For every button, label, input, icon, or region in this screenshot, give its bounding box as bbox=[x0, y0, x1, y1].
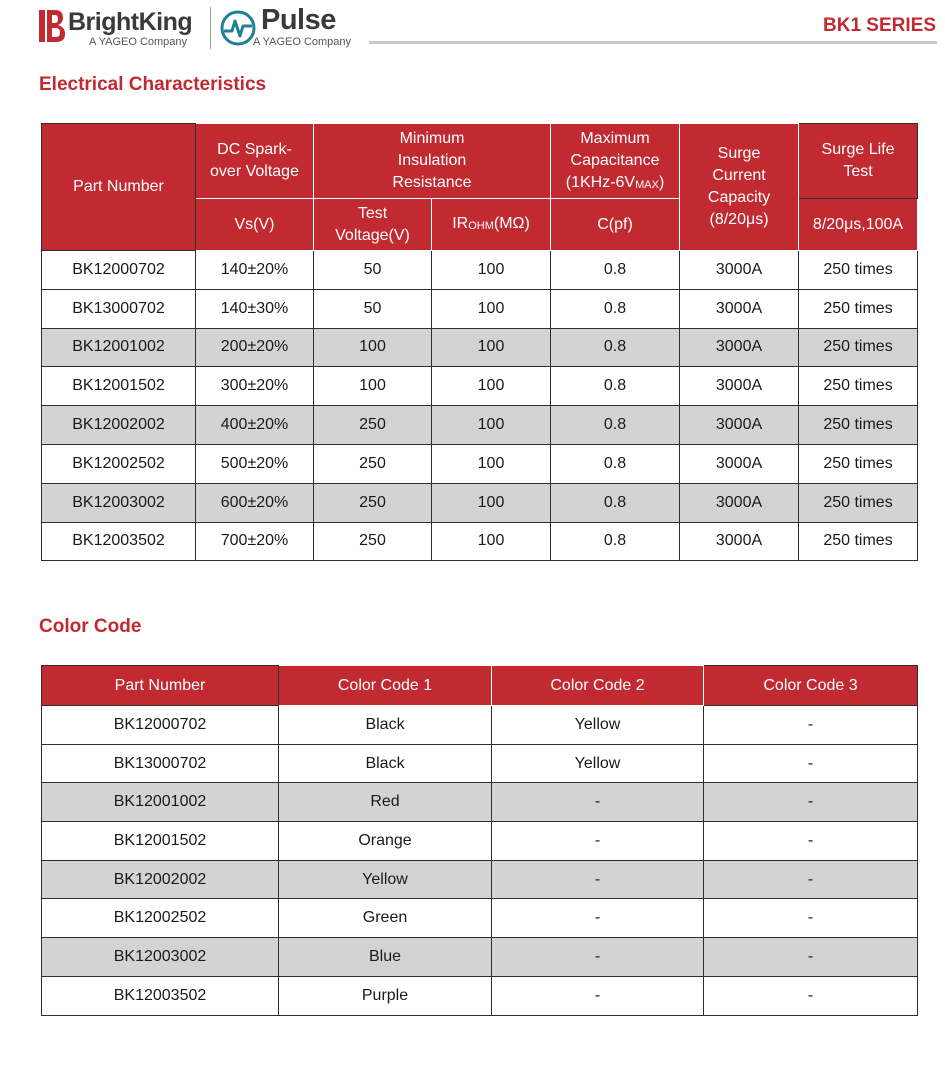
electrical-row-surge-current: 3000A bbox=[680, 406, 799, 445]
color-row-color-code-2: - bbox=[492, 899, 704, 938]
color-row-color-code-2: - bbox=[492, 783, 704, 822]
pulse-mark-icon bbox=[219, 9, 257, 47]
electrical-row-capacitance: 0.8 bbox=[551, 289, 680, 328]
color-header-part-number: Part Number bbox=[42, 666, 279, 706]
electrical-characteristics-title: Electrical Characteristics bbox=[39, 74, 267, 95]
electrical-row-surge-current: 3000A bbox=[680, 289, 799, 328]
electrical-row-spark-over-voltage: 500±20% bbox=[196, 444, 314, 483]
electrical-row bbox=[42, 406, 918, 445]
electrical-row-spark-over-voltage: 600±20% bbox=[196, 483, 314, 522]
color-row-color-code-1: Purple bbox=[279, 976, 492, 1015]
color-code-table bbox=[41, 665, 918, 1016]
electrical-row-insulation-resistance: 100 bbox=[432, 328, 551, 367]
electrical-row-surge-current: 3000A bbox=[680, 251, 799, 290]
electrical-row-capacitance: 0.8 bbox=[551, 251, 680, 290]
header-capacitance-unit: C(pf) bbox=[551, 199, 680, 251]
electrical-row-test-voltage: 100 bbox=[314, 367, 432, 406]
electrical-row-test-voltage: 250 bbox=[314, 522, 432, 561]
electrical-row bbox=[42, 444, 918, 483]
color-row-part-number: BK12003002 bbox=[42, 938, 279, 977]
color-row bbox=[42, 899, 918, 938]
color-row bbox=[42, 744, 918, 783]
electrical-row-insulation-resistance: 100 bbox=[432, 367, 551, 406]
header-ir-post: (MΩ) bbox=[493, 215, 530, 232]
color-row-color-code-1: Yellow bbox=[279, 860, 492, 899]
electrical-row bbox=[42, 483, 918, 522]
header-max-capacitance-line2-post: ) bbox=[658, 173, 665, 191]
electrical-row-test-voltage: 100 bbox=[314, 328, 432, 367]
pulse-logo bbox=[219, 4, 369, 52]
brightking-mark-icon bbox=[39, 10, 65, 42]
electrical-row-surge-current: 3000A bbox=[680, 328, 799, 367]
electrical-row-surge-life: 250 times bbox=[799, 406, 918, 445]
electrical-table-body bbox=[42, 251, 918, 561]
color-row-color-code-1: Blue bbox=[279, 938, 492, 977]
electrical-row-spark-over-voltage: 400±20% bbox=[196, 406, 314, 445]
color-row-part-number: BK12001502 bbox=[42, 822, 279, 861]
electrical-row bbox=[42, 289, 918, 328]
color-row-color-code-2: - bbox=[492, 860, 704, 899]
color-row bbox=[42, 860, 918, 899]
electrical-row-capacitance: 0.8 bbox=[551, 483, 680, 522]
electrical-row bbox=[42, 522, 918, 561]
electrical-row-insulation-resistance: 100 bbox=[432, 289, 551, 328]
color-row-color-code-3: - bbox=[704, 744, 918, 783]
header-max-capacitance-line1: Maximum Capacitance bbox=[570, 129, 660, 169]
brightking-name: BrightKing bbox=[68, 8, 193, 36]
color-row bbox=[42, 976, 918, 1015]
electrical-row-test-voltage: 50 bbox=[314, 289, 432, 328]
color-row-color-code-3: - bbox=[704, 706, 918, 745]
electrical-row-insulation-resistance: 100 bbox=[432, 444, 551, 483]
header-max-capacitance-line2-pre: (1KHz-6V bbox=[565, 173, 636, 191]
header-surge-current: Surge Current Capacity (8/20μs) bbox=[680, 124, 799, 251]
electrical-row-part-number: BK12003502 bbox=[42, 522, 196, 561]
electrical-row-test-voltage: 250 bbox=[314, 444, 432, 483]
color-row-color-code-2: Yellow bbox=[492, 744, 704, 783]
header-max-capacitance bbox=[551, 124, 680, 199]
color-row-color-code-2: - bbox=[492, 976, 704, 1015]
header-ir-pre: IR bbox=[452, 215, 469, 232]
electrical-row bbox=[42, 328, 918, 367]
electrical-row-spark-over-voltage: 140±20% bbox=[196, 251, 314, 290]
electrical-row-surge-current: 3000A bbox=[680, 444, 799, 483]
electrical-row-surge-current: 3000A bbox=[680, 483, 799, 522]
color-row-color-code-1: Black bbox=[279, 706, 492, 745]
electrical-row-surge-life: 250 times bbox=[799, 328, 918, 367]
color-row bbox=[42, 938, 918, 977]
color-row-color-code-2: - bbox=[492, 822, 704, 861]
color-row bbox=[42, 706, 918, 745]
color-row-color-code-2: Yellow bbox=[492, 706, 704, 745]
color-table-body bbox=[42, 706, 918, 1016]
electrical-row-surge-life: 250 times bbox=[799, 367, 918, 406]
electrical-row-test-voltage: 50 bbox=[314, 251, 432, 290]
electrical-row-part-number: BK12002002 bbox=[42, 406, 196, 445]
electrical-row-spark-over-voltage: 200±20% bbox=[196, 328, 314, 367]
electrical-row-surge-life: 250 times bbox=[799, 522, 918, 561]
color-row-color-code-3: - bbox=[704, 860, 918, 899]
color-row-color-code-3: - bbox=[704, 976, 918, 1015]
electrical-row-test-voltage: 250 bbox=[314, 483, 432, 522]
electrical-row bbox=[42, 251, 918, 290]
header-rule bbox=[369, 41, 937, 44]
color-header-code3: Color Code 3 bbox=[704, 666, 918, 706]
electrical-row-spark-over-voltage: 140±30% bbox=[196, 289, 314, 328]
electrical-row-part-number: BK12002502 bbox=[42, 444, 196, 483]
electrical-row-capacitance: 0.8 bbox=[551, 444, 680, 483]
electrical-row-surge-life: 250 times bbox=[799, 444, 918, 483]
electrical-row-insulation-resistance: 100 bbox=[432, 406, 551, 445]
header-ir-sub: OHM bbox=[468, 220, 494, 232]
color-row-color-code-1: Orange bbox=[279, 822, 492, 861]
color-row-color-code-3: - bbox=[704, 899, 918, 938]
electrical-row bbox=[42, 367, 918, 406]
header-vs-unit: Vs(V) bbox=[196, 199, 314, 251]
electrical-row-spark-over-voltage: 700±20% bbox=[196, 522, 314, 561]
color-header-code1: Color Code 1 bbox=[279, 666, 492, 706]
electrical-row-spark-over-voltage: 300±20% bbox=[196, 367, 314, 406]
color-row-part-number: BK12002502 bbox=[42, 899, 279, 938]
electrical-row-capacitance: 0.8 bbox=[551, 367, 680, 406]
electrical-row-surge-current: 3000A bbox=[680, 367, 799, 406]
electrical-row-surge-life: 250 times bbox=[799, 251, 918, 290]
electrical-row-insulation-resistance: 100 bbox=[432, 251, 551, 290]
logo-divider bbox=[210, 7, 211, 49]
electrical-row-surge-life: 250 times bbox=[799, 289, 918, 328]
electrical-row-part-number: BK12001002 bbox=[42, 328, 196, 367]
electrical-row-capacitance: 0.8 bbox=[551, 522, 680, 561]
header-test-voltage: Test Voltage(V) bbox=[314, 199, 432, 251]
electrical-row-part-number: BK13000702 bbox=[42, 289, 196, 328]
color-row-part-number: BK12001002 bbox=[42, 783, 279, 822]
color-row-color-code-3: - bbox=[704, 938, 918, 977]
header-ir bbox=[432, 199, 551, 251]
color-row-color-code-2: - bbox=[492, 938, 704, 977]
header-surge-life-condition: 8/20μs,100A bbox=[799, 199, 918, 251]
pulse-tagline: A YAGEO Company bbox=[253, 36, 352, 48]
electrical-row-part-number: BK12000702 bbox=[42, 251, 196, 290]
color-row-color-code-1: Red bbox=[279, 783, 492, 822]
color-header-code2: Color Code 2 bbox=[492, 666, 704, 706]
electrical-row-surge-life: 250 times bbox=[799, 483, 918, 522]
brightking-tagline: A YAGEO Company bbox=[89, 36, 188, 48]
color-row-part-number: BK12003502 bbox=[42, 976, 279, 1015]
electrical-row-capacitance: 0.8 bbox=[551, 406, 680, 445]
electrical-row-capacitance: 0.8 bbox=[551, 328, 680, 367]
color-row-part-number: BK13000702 bbox=[42, 744, 279, 783]
color-row bbox=[42, 822, 918, 861]
header-surge-life: Surge Life Test bbox=[799, 124, 918, 199]
series-label: BK1 SERIES bbox=[823, 15, 936, 36]
header-min-insulation: Minimum Insulation Resistance bbox=[314, 124, 551, 199]
color-row-color-code-3: - bbox=[704, 822, 918, 861]
electrical-characteristics-table bbox=[41, 123, 918, 561]
electrical-row-insulation-resistance: 100 bbox=[432, 522, 551, 561]
electrical-row-part-number: BK12003002 bbox=[42, 483, 196, 522]
color-row-color-code-3: - bbox=[704, 783, 918, 822]
header-dc-spark-over: DC Spark-over Voltage bbox=[196, 124, 314, 199]
electrical-row-test-voltage: 250 bbox=[314, 406, 432, 445]
electrical-row-part-number: BK12001502 bbox=[42, 367, 196, 406]
electrical-row-insulation-resistance: 100 bbox=[432, 483, 551, 522]
color-row-color-code-1: Black bbox=[279, 744, 492, 783]
page-header bbox=[0, 0, 945, 56]
electrical-row-surge-current: 3000A bbox=[680, 522, 799, 561]
header-max-capacitance-sub: MAX bbox=[635, 178, 659, 191]
pulse-name: Pulse bbox=[261, 4, 336, 36]
color-row-part-number: BK12000702 bbox=[42, 706, 279, 745]
brightking-logo bbox=[39, 6, 209, 52]
color-row bbox=[42, 783, 918, 822]
color-row-part-number: BK12002002 bbox=[42, 860, 279, 899]
header-part-number: Part Number bbox=[42, 124, 196, 251]
color-code-title: Color Code bbox=[39, 616, 142, 637]
color-row-color-code-1: Green bbox=[279, 899, 492, 938]
